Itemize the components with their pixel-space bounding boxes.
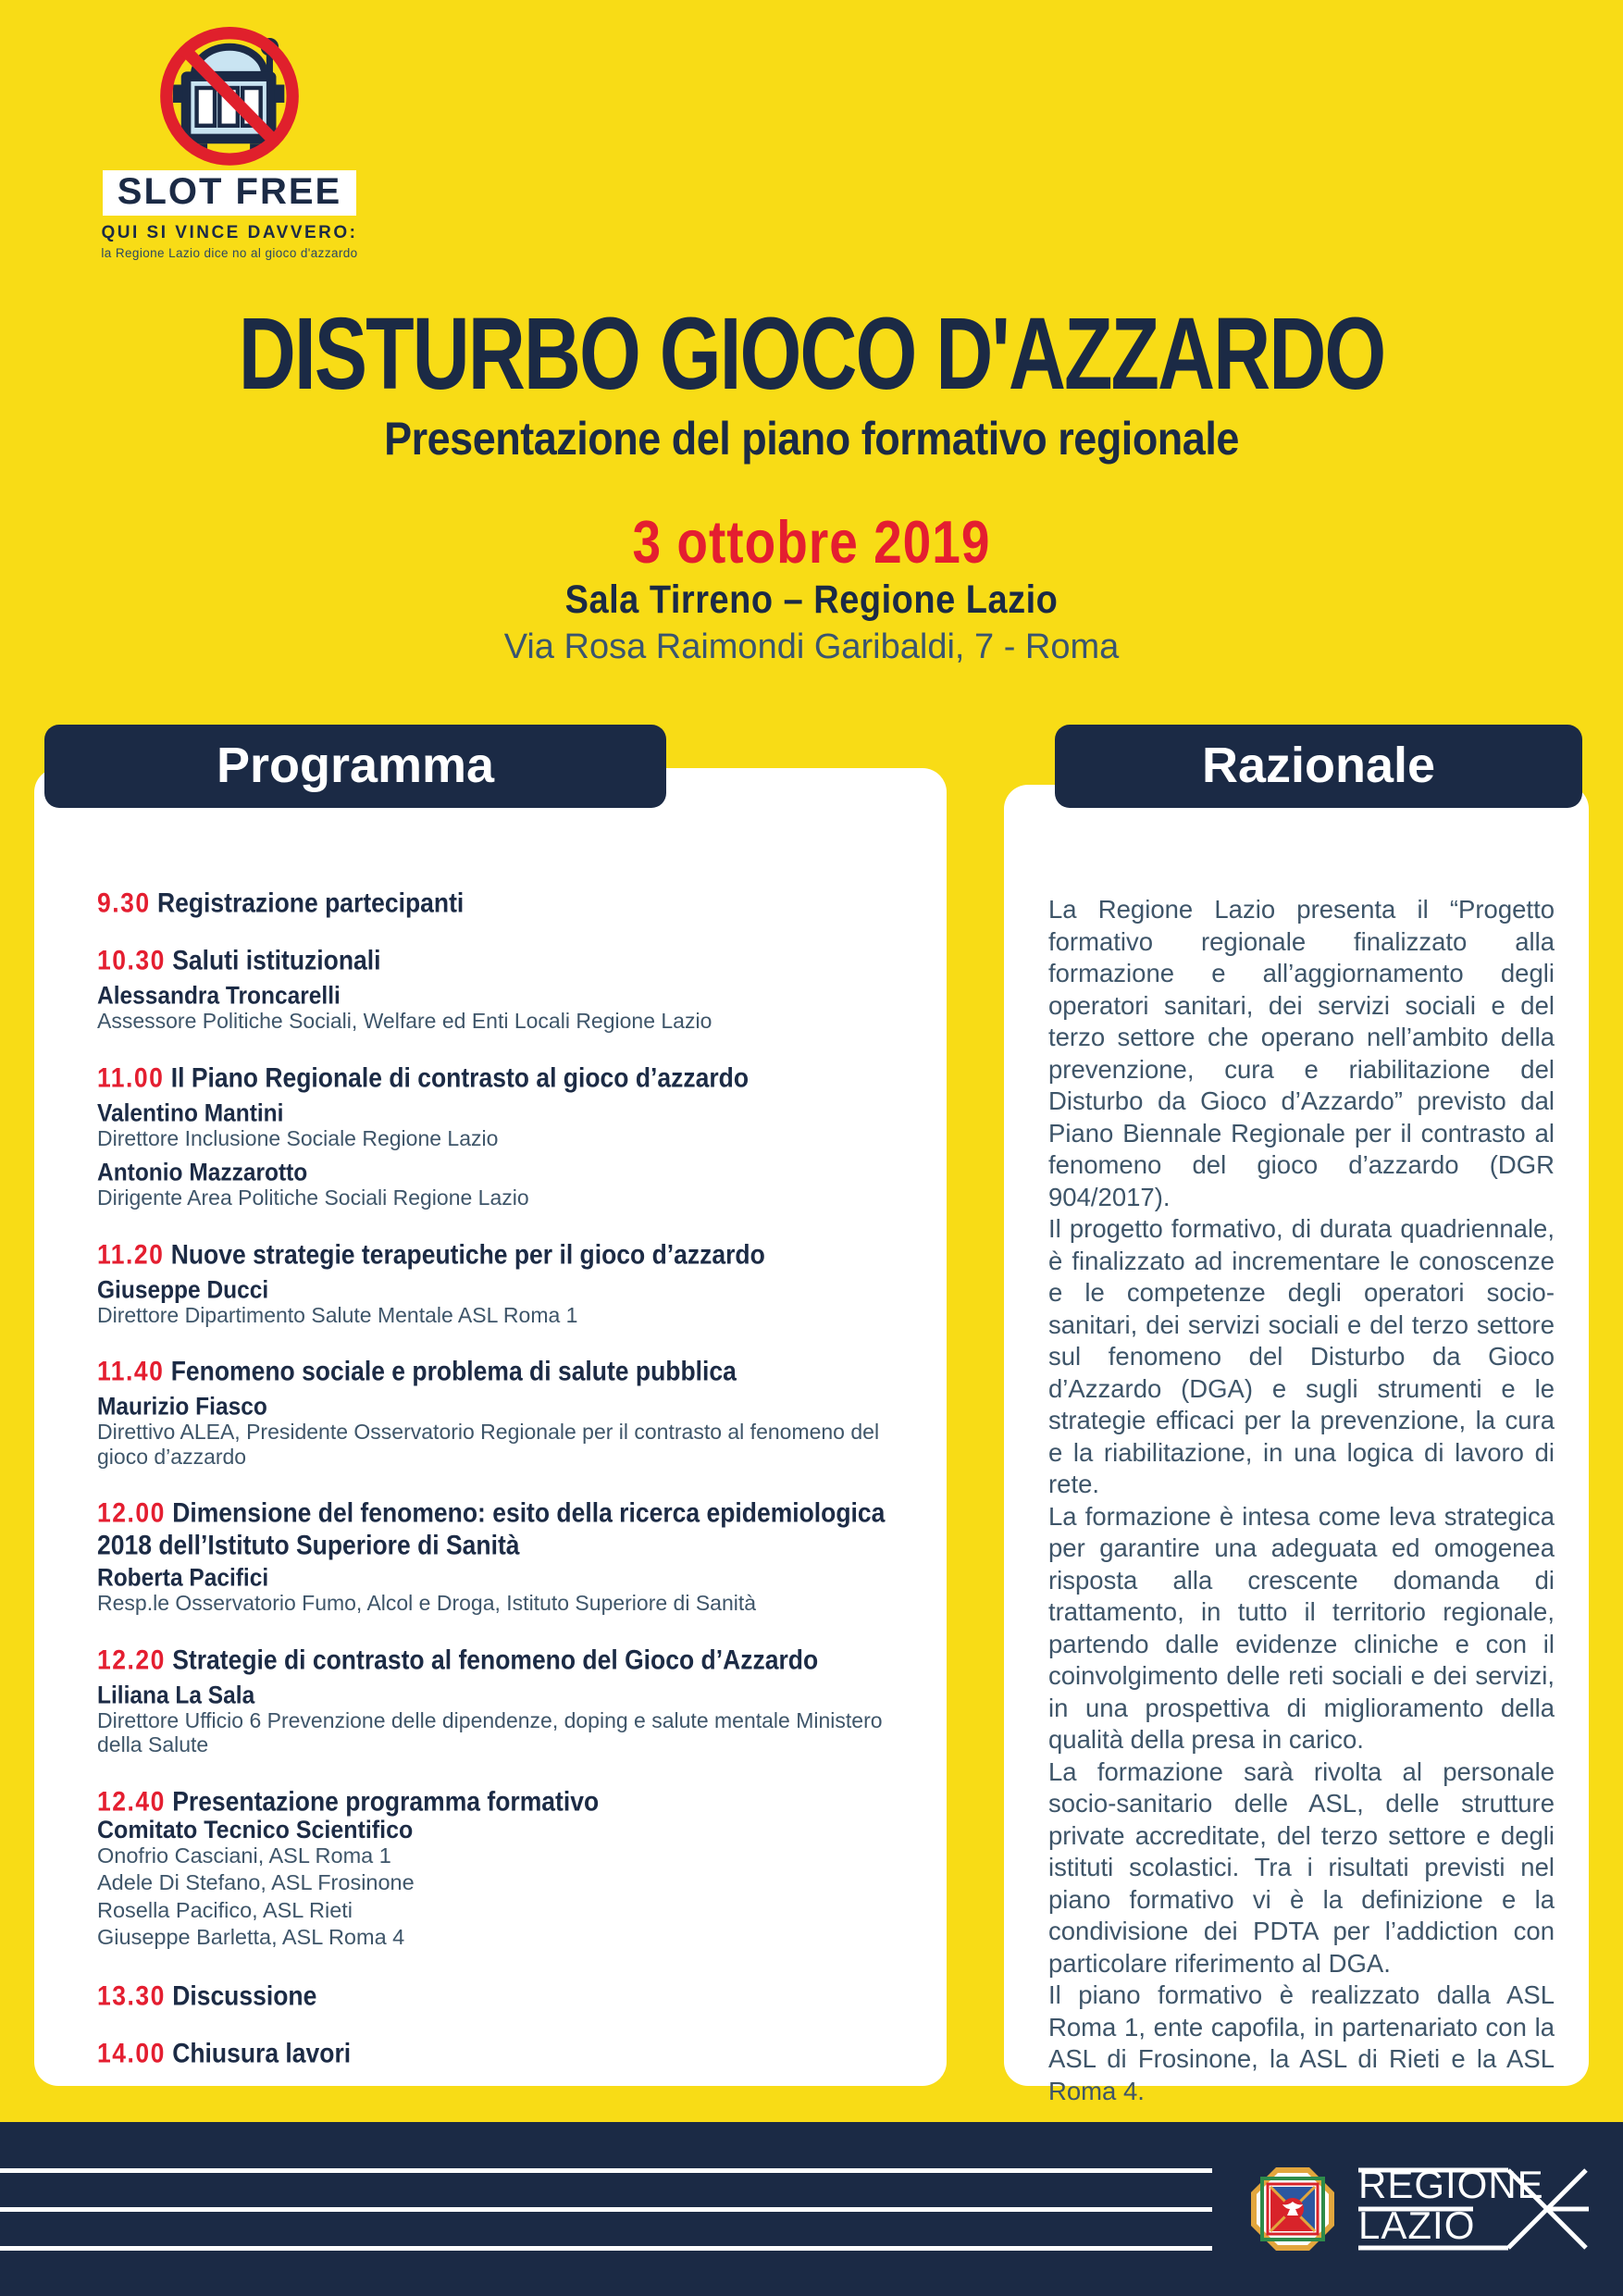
no-slot-machine-icon bbox=[143, 22, 316, 168]
program-item bbox=[97, 1061, 905, 1210]
program-title: Il Piano Regionale di contrasto al gioco d’azzardo bbox=[170, 1061, 750, 1093]
program-item-title-line bbox=[97, 1785, 905, 1818]
speaker-name: Roberta Pacifici bbox=[97, 1565, 269, 1593]
program-item-title-line bbox=[97, 1238, 905, 1271]
program-title: Dimensione del fenomeno: esito della ricerca epidemiologica 2018 dell’Istituto Superiore di Sanità bbox=[97, 1497, 886, 1561]
program-item-title-line bbox=[97, 1355, 905, 1387]
program-speakers bbox=[97, 1565, 905, 1616]
program-time: 9.30 bbox=[97, 887, 151, 919]
program-item bbox=[97, 887, 905, 919]
event-date: 3 ottobre 2019 bbox=[632, 508, 991, 577]
program-title: Strategie di contrasto al fenomeno del Gioco d’Azzardo bbox=[172, 1644, 819, 1675]
program-item-title-line bbox=[97, 1644, 905, 1676]
rationale-paragraph: La Regione Lazio presenta il “Progetto formativo regionale finalizzato alla formazione e all’aggiornamento degli operatori sanitari, dei servizi sociali e del terzo settore che operano nell’ambito della prevenzione, cura e riabilitazione del Disturbo da Gioco d’Azzardo” previsto dal Piano Biennale Regionale per il contrasto al fenomeno del gioco d’azzardo (DGR 904/2017). bbox=[1048, 895, 1555, 1211]
program-title: Chiusura lavori bbox=[172, 2037, 352, 2068]
program-time: 13.30 bbox=[97, 1980, 166, 2011]
event-title: DISTURBO GIOCO D'AZZARDO bbox=[238, 297, 1385, 412]
committee-name: Comitato Tecnico Scientifico bbox=[97, 1815, 414, 1843]
rationale-paragraph: Il progetto formativo, di durata quadriennale, è finalizzato ad incrementare le conoscenze e le competenze degli operatori socio-sanitari, dei servizi sociali e del terzo settore sul fenomeno del Disturbo da Gioco d’Azzardo (DGA) e sugli strumenti e le strategie efficaci per la prevenzione, la cura e la riabilitazione, in una logica di lavoro di rete. bbox=[1048, 1214, 1555, 1498]
program-speakers bbox=[97, 1100, 905, 1210]
program-title: Presentazione programma formativo bbox=[172, 1785, 600, 1817]
slot-free-logo bbox=[72, 22, 387, 260]
committee-member: Rosella Pacifico, ASL Rieti bbox=[97, 1897, 353, 1922]
program-title: Fenomeno sociale e problema di salute pubblica bbox=[170, 1356, 737, 1387]
program-item-title-line bbox=[97, 2037, 905, 2069]
rationale-body bbox=[1048, 894, 1555, 2107]
program-item bbox=[97, 1785, 905, 1952]
footer-org-line2: LAZIO bbox=[1358, 2203, 1476, 2247]
speaker-name: Maurizio Fiasco bbox=[97, 1394, 267, 1421]
committee-members bbox=[97, 1843, 905, 1952]
program-time: 12.00 bbox=[97, 1497, 166, 1529]
speaker-name: Valentino Mantini bbox=[97, 1099, 284, 1127]
logo-tagline: QUI SI VINCE DAVVERO: bbox=[101, 223, 358, 242]
speaker bbox=[97, 1277, 905, 1328]
program-speakers bbox=[97, 1277, 905, 1328]
rationale-paragraph: Il piano formativo è realizzato dalla ASL Roma 1, ente capofila, in partenariato con la ASL di Frosinone, la ASL di Rieti e la ASL Roma 4. bbox=[1048, 1980, 1555, 2105]
program-title: Nuove strategie terapeutiche per il gioco d’azzardo bbox=[170, 1238, 765, 1270]
program-item bbox=[97, 1496, 905, 1616]
program-item bbox=[97, 1644, 905, 1757]
speaker bbox=[97, 1565, 905, 1616]
program-panel bbox=[34, 768, 947, 2086]
speaker bbox=[97, 1394, 905, 1469]
logo-title: SLOT FREE bbox=[103, 170, 356, 216]
speaker-name: Liliana La Sala bbox=[97, 1682, 255, 1709]
speaker-name: Antonio Mazzarotto bbox=[97, 1160, 308, 1187]
program-item bbox=[97, 1355, 905, 1469]
rationale-paragraph: La formazione sarà rivolta al personale socio-sanitario delle ASL, delle strutture private accreditate, del terzo settore e degli istituti scolastici. Tra i risultati previsti nel piano formativo vi è la definizione e la condivisione dei PDTA per l’addiction con particolare riferimento al DGA. bbox=[1048, 1756, 1555, 1978]
program-time: 12.20 bbox=[97, 1644, 166, 1675]
speaker-name: Alessandra Troncarelli bbox=[97, 983, 341, 1011]
footer bbox=[0, 2122, 1623, 2296]
event-subtitle: Presentazione del piano formativo regionale bbox=[384, 412, 1239, 465]
footer-org-line1: REGIONE bbox=[1358, 2163, 1544, 2206]
program-item-title-line bbox=[97, 1061, 905, 1094]
program-list bbox=[97, 887, 905, 2066]
program-title: Discussione bbox=[172, 1980, 317, 2011]
program-header: Programma bbox=[44, 725, 666, 808]
speaker-role: Resp.le Osservatorio Fumo, Alcol e Droga, Istituto Superiore di Sanità bbox=[97, 1591, 757, 1615]
footer-decorative-lines bbox=[0, 2122, 1623, 2296]
speaker-role: Direttore Dipartimento Salute Mentale ASL Roma 1 bbox=[97, 1302, 578, 1327]
event-venue: Sala Tirreno – Regione Lazio bbox=[564, 578, 1059, 623]
program-item-title-line bbox=[97, 1980, 905, 2012]
committee-member: Adele Di Stefano, ASL Frosinone bbox=[97, 1870, 415, 1894]
program-item bbox=[97, 944, 905, 1034]
speaker bbox=[97, 1100, 905, 1151]
speaker-role: Direttore Inclusione Sociale Regione Lazio bbox=[97, 1125, 499, 1150]
program-time: 10.30 bbox=[97, 945, 166, 976]
rationale-paragraph: La formazione è intesa come leva strategica per garantire una adeguata ed omogenea risposta alla crescente domanda di trattamento, in tutto il territorio regionale, partendo dalle evidenze cliniche e con il coinvolgimento delle reti sociali e dei servizi, in una prospettiva di miglioramento della qualità della presa in carico. bbox=[1048, 1501, 1555, 1754]
program-time: 12.40 bbox=[97, 1785, 166, 1817]
speaker bbox=[97, 1682, 905, 1757]
program-time: 11.20 bbox=[97, 1238, 165, 1270]
program-speakers bbox=[97, 1682, 905, 1757]
speaker bbox=[97, 983, 905, 1034]
committee-member: Onofrio Casciani, ASL Roma 1 bbox=[97, 1843, 391, 1868]
speaker-role: Direttivo ALEA, Presidente Osservatorio Regionale per il contrasto al fenomeno del gioco d’azzardo bbox=[97, 1420, 880, 1469]
speaker-role: Dirigente Area Politiche Sociali Regione Lazio bbox=[97, 1185, 529, 1210]
rationale-panel bbox=[1004, 785, 1589, 2105]
speaker-name: Giuseppe Ducci bbox=[97, 1276, 269, 1304]
program-item bbox=[97, 2037, 905, 2066]
program-speakers bbox=[97, 1394, 905, 1469]
program-time: 11.00 bbox=[97, 1061, 165, 1093]
program-time: 11.40 bbox=[97, 1356, 165, 1387]
speaker-role: Direttore Ufficio 6 Prevenzione delle dipendenze, doping e salute mentale Ministero della Salute bbox=[97, 1707, 883, 1756]
program-item-title-line bbox=[97, 887, 905, 919]
program-item bbox=[97, 1238, 905, 1328]
rationale-header: Razionale bbox=[1055, 725, 1582, 808]
logo-subline: la Regione Lazio dice no al gioco d'azzardo bbox=[101, 246, 358, 260]
event-address: Via Rosa Raimondi Garibaldi, 7 - Roma bbox=[503, 627, 1120, 666]
speaker-role: Assessore Politiche Sociali, Welfare ed Enti Locali Regione Lazio bbox=[97, 1009, 712, 1033]
committee-member: Giuseppe Barletta, ASL Roma 4 bbox=[97, 1925, 405, 1949]
speaker bbox=[97, 1160, 905, 1210]
program-item bbox=[97, 1980, 905, 2009]
program-title: Registrazione partecipanti bbox=[156, 887, 465, 919]
program-item-title-line bbox=[97, 944, 905, 976]
program-speakers bbox=[97, 983, 905, 1034]
program-time: 14.00 bbox=[97, 2037, 166, 2068]
program-item-title-line bbox=[97, 1496, 905, 1561]
program-title: Saluti istituzionali bbox=[172, 945, 381, 976]
